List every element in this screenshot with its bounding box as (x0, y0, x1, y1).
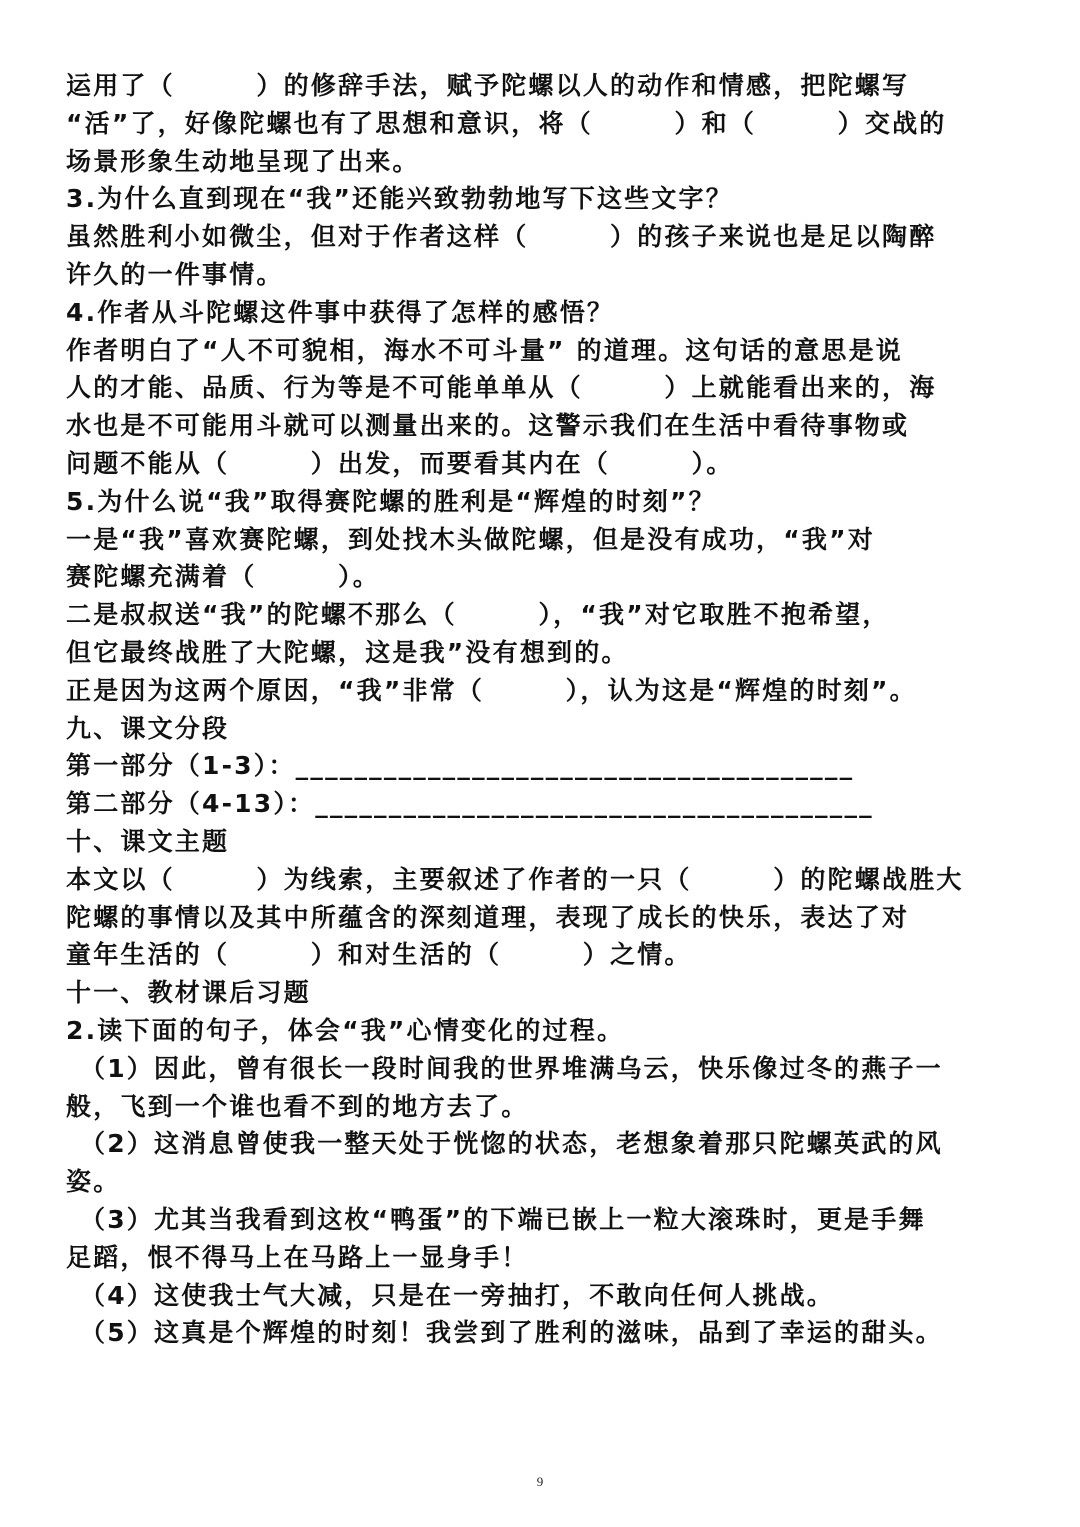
question-heading: 2.读下面的句子，体会“我”心情变化的过程。 (66, 1015, 625, 1045)
text-line: 赛陀螺充满着（ ）。 (66, 562, 380, 592)
page-number: 9 (536, 1474, 544, 1489)
text-line: （1）因此，曾有很长一段时间我的世界堆满乌云，快乐像过冬的燕子一 (80, 1053, 943, 1083)
text-line: 问题不能从（ ）出发，而要看其内在（ ）。 (66, 448, 734, 478)
text-line: 虽然胜利小如微尘，但对于作者这样（ ）的孩子来说也是足以陶醉 (66, 222, 937, 252)
text-line: 正是因为这两个原因，“我”非常（ ），认为这是“辉煌的时刻”。 (66, 675, 917, 705)
question-heading: 4.作者从斗陀螺这件事中获得了怎样的感悟？ (66, 297, 615, 327)
question-heading: 3.为什么直到现在“我”还能兴致勃勃地写下这些文字？ (66, 184, 733, 214)
text-line: 但它最终战胜了大陀螺，这是我”没有想到的。 (66, 637, 629, 667)
text-line: 一是“我”喜欢赛陀螺，到处找木头做陀螺，但是没有成功，“我”对 (66, 524, 875, 554)
question-heading: 5.为什么说“我”取得赛陀螺的胜利是“辉煌的时刻”？ (66, 486, 716, 516)
text-line: （4）这使我士气大减，只是在一旁抽打，不敢向任何人挑战。 (80, 1280, 834, 1310)
document-page (66, 67, 1016, 1352)
text-line: （2）这消息曾使我一整天处于恍惚的状态，老想象着那只陀螺英武的风 (80, 1129, 943, 1159)
text-line: 般，飞到一个谁也看不到的地方去了。 (66, 1091, 529, 1121)
fill-in-line: 第一部分（1-3）：______________________________________ (66, 751, 855, 781)
text-line: 运用了（ ）的修辞手法，赋予陀螺以人的动作和情感，把陀螺写 (66, 71, 910, 100)
text-line: 姿。 (66, 1167, 121, 1197)
text-line: 作者明白了“人不可貌相，海水不可斗量” 的道理。这句话的意思是说 (66, 335, 903, 365)
text-line: 场景形象生动地呈现了出来。 (66, 146, 420, 176)
text-line: 童年生活的（ ）和对生活的（ ）之情。 (66, 940, 692, 970)
section-heading: 十、课文主题 (66, 826, 230, 856)
text-line: 陀螺的事情以及其中所蕴含的深刻道理，表现了成长的快乐，表达了对 (66, 902, 910, 932)
text-line: “活”了，好像陀螺也有了思想和意识，将（ ）和（ ）交战的 (66, 108, 947, 138)
text-line: （5）这真是个辉煌的时刻！我尝到了胜利的滋味，品到了幸运的甜头。 (80, 1318, 943, 1348)
text-line: 足蹈，恨不得马上在马路上一显身手！ (66, 1242, 529, 1272)
text-line: （3）尤其当我看到这枚“鸭蛋”的下端已嵌上一粒大滚珠时，更是手舞 (80, 1204, 926, 1234)
section-heading: 九、课文分段 (66, 713, 230, 743)
text-line: 许久的一件事情。 (66, 259, 284, 289)
text-line: 本文以（ ）为线索，主要叙述了作者的一只（ ）的陀螺战胜大 (66, 864, 964, 894)
text-line: 二是叔叔送“我”的陀螺不那么（ ），“我”对它取胜不抱希望， (66, 600, 890, 630)
text-line: 人的才能、品质、行为等是不可能单单从（ ）上就能看出来的，海 (66, 373, 937, 403)
fill-in-line: 第二部分（4-13）：______________________________________ (66, 789, 874, 819)
text-line: 水也是不可能用斗就可以测量出来的。这警示我们在生活中看待事物或 (66, 411, 910, 441)
section-heading: 十一、教材课后习题 (66, 978, 311, 1008)
